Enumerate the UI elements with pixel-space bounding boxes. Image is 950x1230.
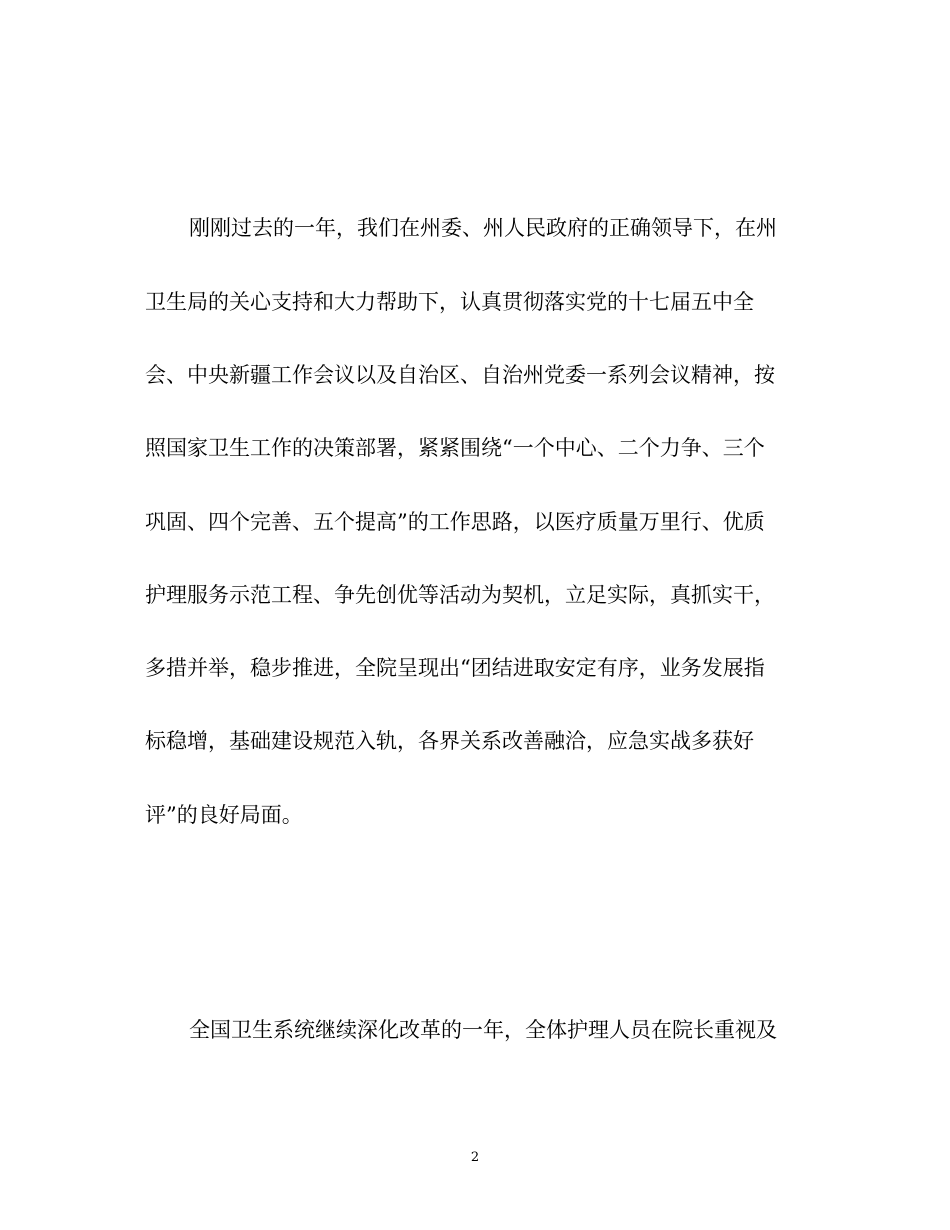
paragraph-1-line-9: 评”的良好局面。 — [145, 803, 303, 827]
paragraph-2-line-1: 全国卫生系统继续深化改革的一年，全体护理人员在院长重视及 — [189, 1018, 777, 1042]
page-number: 2 — [470, 1150, 480, 1165]
paragraph-1-line-4: 照国家卫生工作的决策部署，紧紧围绕“一个中心、二个力争、三个 — [145, 436, 765, 460]
paragraph-1-line-5: 巩固、四个完善、五个提高”的工作思路，以医疗质量万里行、优质 — [145, 510, 765, 534]
paragraph-1-line-8: 标稳增，基础建设规范入轨，各界关系改善融洽，应急实战多获好 — [145, 729, 754, 753]
paragraph-1-line-1: 刚刚过去的一年，我们在州委、州人民政府的正确领导下，在州 — [189, 216, 777, 240]
paragraph-1-line-2: 卫生局的关心支持和大力帮助下，认真贯彻落实党的十七届五中全 — [145, 290, 754, 314]
paragraph-1-line-6: 护理服务示范工程、争先创优等活动为契机，立足实际，真抓实干， — [145, 583, 775, 607]
paragraph-1-line-7: 多措并举，稳步推进，全院呈现出“团结进取安定有序，业务发展指 — [145, 656, 765, 680]
paragraph-1-line-3: 会、中央新疆工作会议以及自治区、自治州党委一系列会议精神，按 — [145, 363, 775, 387]
